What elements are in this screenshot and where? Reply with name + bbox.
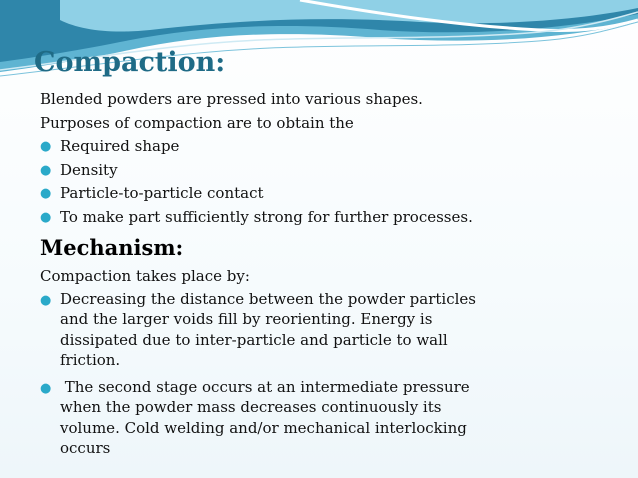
bullet-line: when the powder mass decreases continuously its	[60, 398, 442, 416]
bullet-icon: ●	[40, 380, 52, 396]
bullet-line: friction.	[60, 351, 121, 369]
bullet-text: To make part sufficiently strong for further processes.	[60, 207, 473, 226]
mechanism-bullet	[40, 377, 520, 459]
bullet-text	[60, 289, 520, 371]
purpose-bullet	[40, 206, 520, 230]
mechanism-heading: Mechanism:	[40, 235, 184, 260]
bullet-line: dissipated due to inter-particle and particle to wall	[60, 330, 448, 349]
bullet-icon: ●	[40, 139, 52, 154]
bullet-text: Density	[60, 160, 118, 179]
intro-line: Purposes of compaction are to obtain the	[40, 113, 354, 132]
bullet-line: occurs	[60, 439, 111, 457]
bullet-text: Required shape	[60, 137, 180, 155]
purpose-bullet	[40, 182, 520, 206]
purpose-bullet	[40, 159, 520, 183]
intro-line: Blended powders are pressed into various shapes.	[40, 90, 423, 108]
bullet-text: Particle-to-particle contact	[60, 184, 264, 202]
mechanism-bullet	[40, 289, 520, 371]
bullet-text	[60, 377, 520, 459]
bullet-icon: ●	[40, 209, 52, 225]
bullet-line: The second stage occurs at an intermediate pressure	[60, 377, 470, 396]
bullet-line: volume. Cold welding and/or mechanical interlocking	[60, 418, 467, 437]
bullet-line: and the larger voids fill by reorienting. Energy is	[60, 310, 433, 328]
bullet-icon: ●	[40, 292, 52, 308]
slide-body	[40, 88, 520, 459]
mechanism-intro: Compaction takes place by:	[40, 267, 250, 285]
bullet-icon: ●	[40, 186, 52, 201]
bullet-icon: ●	[40, 162, 52, 178]
slide-title: Compaction:	[34, 47, 226, 78]
purpose-bullet	[40, 135, 520, 159]
bullet-line: Decreasing the distance between the powder particles	[60, 289, 476, 308]
